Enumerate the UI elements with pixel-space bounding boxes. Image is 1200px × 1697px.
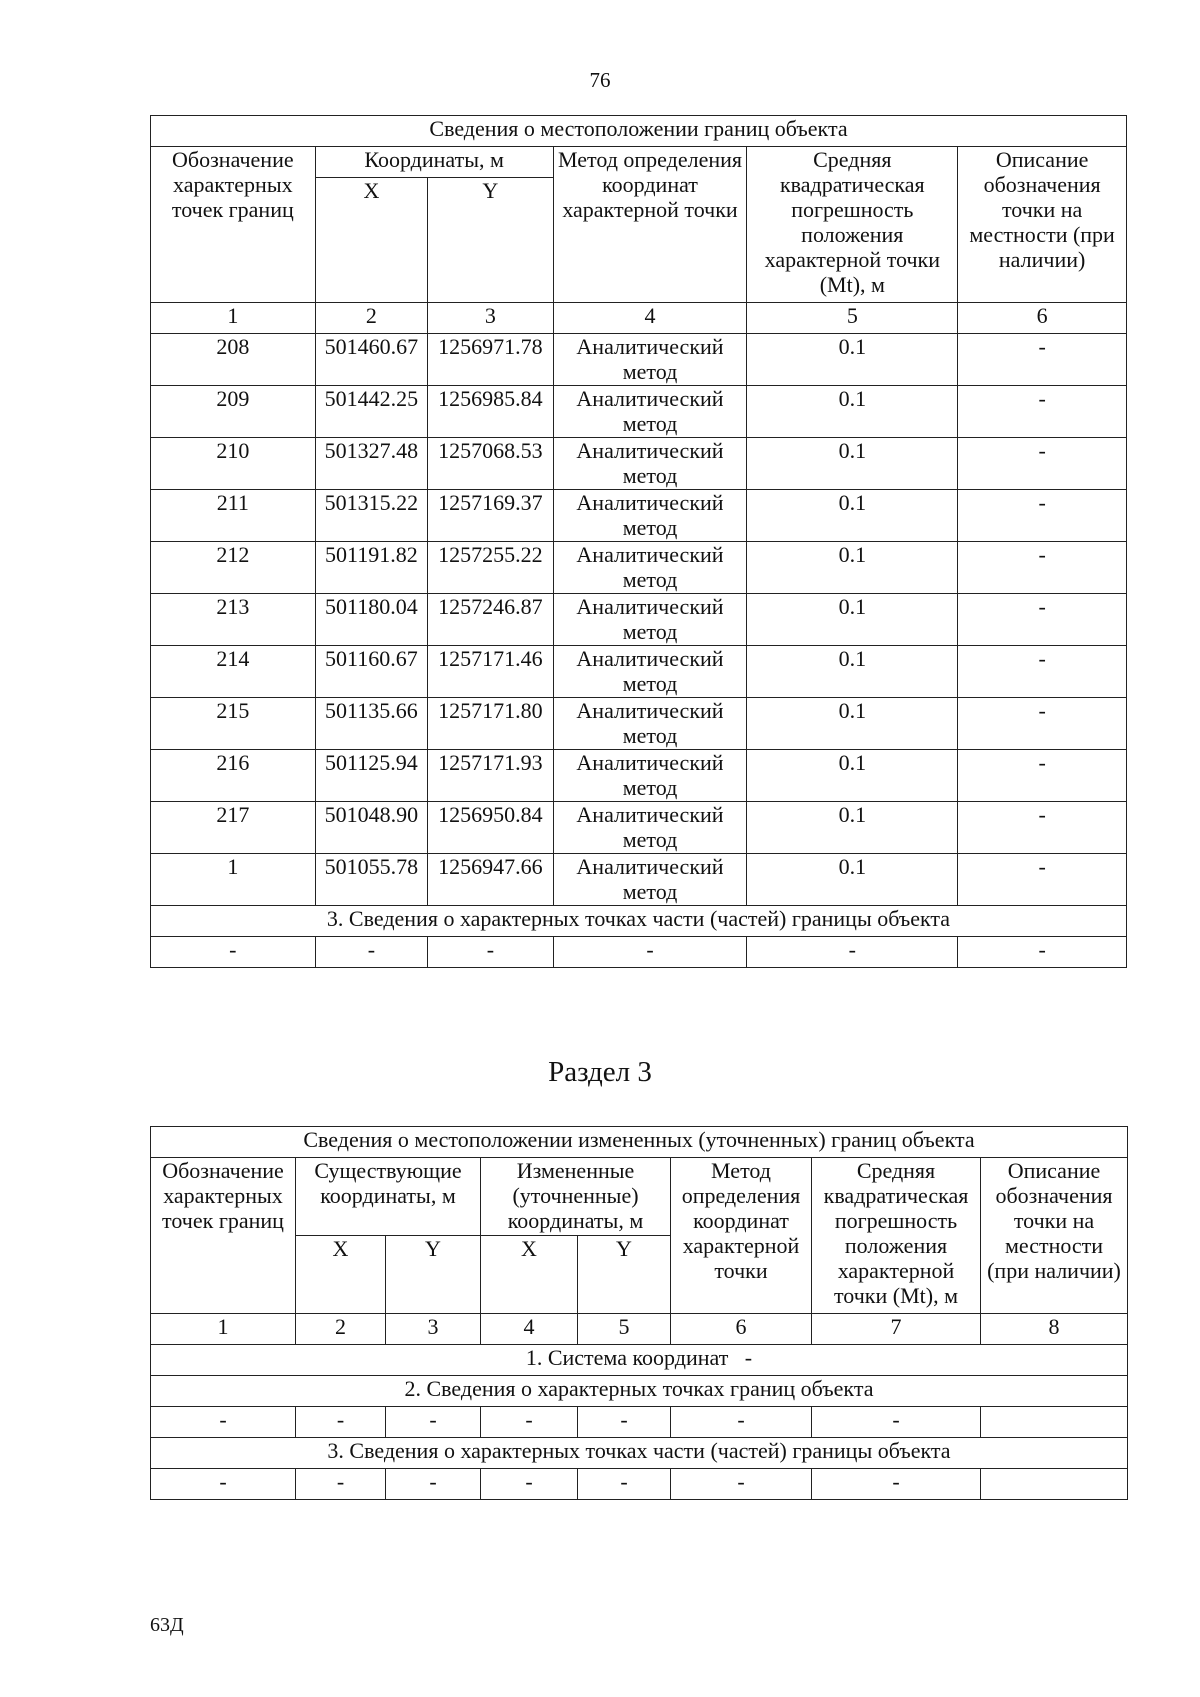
header-point: Обозначение характерных точек границ xyxy=(151,147,316,303)
part-cell: - xyxy=(578,1469,671,1500)
method-cell: Аналитический метод xyxy=(553,438,747,490)
x-cell: 501135.66 xyxy=(315,698,427,750)
part-cell: - xyxy=(315,937,427,968)
mt-cell: 0.1 xyxy=(747,698,958,750)
y-cell: 1257255.22 xyxy=(428,542,554,594)
y-cell: 1257246.87 xyxy=(428,594,554,646)
col-number: 1 xyxy=(151,1314,296,1345)
y-cell: 1256985.84 xyxy=(428,386,554,438)
part-section-label: 3. Сведения о характерных точках части (частей) границы объекта xyxy=(151,906,1127,937)
x-cell: 501055.78 xyxy=(315,854,427,906)
y-cell: 1257169.37 xyxy=(428,490,554,542)
mt-cell: 0.1 xyxy=(747,854,958,906)
header-y: Y xyxy=(428,178,554,303)
table-title: Сведения о местоположении границ объекта xyxy=(151,116,1127,147)
points-cell: - xyxy=(578,1407,671,1438)
table-row xyxy=(151,802,1127,854)
col-number: 5 xyxy=(747,303,958,334)
method-cell: Аналитический метод xyxy=(553,334,747,386)
header-method: Метод определения координат характерной точки xyxy=(671,1158,812,1314)
mt-cell: 0.1 xyxy=(747,802,958,854)
points-cell: - xyxy=(671,1407,812,1438)
table-row xyxy=(151,490,1127,542)
points-cell: - xyxy=(386,1407,481,1438)
method-cell: Аналитический метод xyxy=(553,490,747,542)
description-cell: - xyxy=(958,386,1127,438)
mt-cell: 0.1 xyxy=(747,750,958,802)
col-number: 6 xyxy=(671,1314,812,1345)
description-cell: - xyxy=(958,698,1127,750)
table-row xyxy=(151,594,1127,646)
points-cell: - xyxy=(151,1407,296,1438)
part-cell: - xyxy=(671,1469,812,1500)
part-cell: - xyxy=(428,937,554,968)
table-row xyxy=(151,698,1127,750)
header-y-existing: Y xyxy=(386,1236,481,1314)
header-method: Метод определения координат характерной точки xyxy=(553,147,747,303)
col-number: 3 xyxy=(428,303,554,334)
header-accuracy: Средняя квадратическая погрешность положения характерной точки (Mt), м xyxy=(812,1158,981,1314)
col-number: 6 xyxy=(958,303,1127,334)
header-x: X xyxy=(315,178,427,303)
x-cell: 501125.94 xyxy=(315,750,427,802)
part-cell: - xyxy=(958,937,1127,968)
table-rows xyxy=(151,334,1127,906)
col-number: 2 xyxy=(296,1314,386,1345)
description-cell: - xyxy=(958,334,1127,386)
table-title: Сведения о местоположении измененных (уточненных) границ объекта xyxy=(151,1127,1128,1158)
x-cell: 501442.25 xyxy=(315,386,427,438)
header-accuracy: Средняя квадратическая погрешность положения характерной точки (Mt), м xyxy=(747,147,958,303)
y-cell: 1257171.80 xyxy=(428,698,554,750)
description-cell: - xyxy=(958,438,1127,490)
description-cell: - xyxy=(958,490,1127,542)
coordinate-system-label: 1. Система координат - xyxy=(151,1345,1128,1376)
points-cell: - xyxy=(812,1407,981,1438)
point-cell: 216 xyxy=(151,750,316,802)
part-cell: - xyxy=(151,1469,296,1500)
description-cell: - xyxy=(958,802,1127,854)
part-cell: - xyxy=(812,1469,981,1500)
point-cell: 1 xyxy=(151,854,316,906)
table-row xyxy=(151,334,1127,386)
col-number: 7 xyxy=(812,1314,981,1345)
table-row xyxy=(151,646,1127,698)
x-cell: 501460.67 xyxy=(315,334,427,386)
y-cell: 1256950.84 xyxy=(428,802,554,854)
method-cell: Аналитический метод xyxy=(553,698,747,750)
point-cell: 208 xyxy=(151,334,316,386)
y-cell: 1257171.93 xyxy=(428,750,554,802)
col-number: 4 xyxy=(481,1314,578,1345)
method-cell: Аналитический метод xyxy=(553,594,747,646)
mt-cell: 0.1 xyxy=(747,594,958,646)
point-cell: 217 xyxy=(151,802,316,854)
point-cell: 212 xyxy=(151,542,316,594)
part-cell xyxy=(981,1469,1128,1500)
part-cell: - xyxy=(747,937,958,968)
table-row xyxy=(151,750,1127,802)
boundary-table xyxy=(150,115,1127,968)
header-description: Описание обозначения точки на местности (при наличии) xyxy=(981,1158,1128,1314)
header-changed-coords: Измененные (уточненные) координаты, м xyxy=(481,1158,671,1236)
table-row xyxy=(151,438,1127,490)
header-existing-coords: Существующие координаты, м xyxy=(296,1158,481,1236)
description-cell: - xyxy=(958,646,1127,698)
method-cell: Аналитический метод xyxy=(553,542,747,594)
table-row xyxy=(151,854,1127,906)
mt-cell: 0.1 xyxy=(747,646,958,698)
description-cell: - xyxy=(958,542,1127,594)
col-number: 8 xyxy=(981,1314,1128,1345)
x-cell: 501180.04 xyxy=(315,594,427,646)
y-cell: 1257171.46 xyxy=(428,646,554,698)
footer-code: 63Д xyxy=(150,1614,184,1636)
part-cell: - xyxy=(386,1469,481,1500)
points-cell: - xyxy=(296,1407,386,1438)
header-x-existing: X xyxy=(296,1236,386,1314)
point-cell: 215 xyxy=(151,698,316,750)
part-section-label: 3. Сведения о характерных точках части (частей) границы объекта xyxy=(151,1438,1128,1469)
points-cell xyxy=(981,1407,1128,1438)
point-cell: 213 xyxy=(151,594,316,646)
table-row xyxy=(151,542,1127,594)
x-cell: 501160.67 xyxy=(315,646,427,698)
method-cell: Аналитический метод xyxy=(553,750,747,802)
section-title: Раздел 3 xyxy=(548,1056,652,1088)
point-cell: 209 xyxy=(151,386,316,438)
x-cell: 501048.90 xyxy=(315,802,427,854)
x-cell: 501191.82 xyxy=(315,542,427,594)
description-cell: - xyxy=(958,594,1127,646)
col-number: 5 xyxy=(578,1314,671,1345)
points-section-label: 2. Сведения о характерных точках границ объекта xyxy=(151,1376,1128,1407)
header-description: Описание обозначения точки на местности (при наличии) xyxy=(958,147,1127,303)
col-number: 3 xyxy=(386,1314,481,1345)
mt-cell: 0.1 xyxy=(747,334,958,386)
part-cell: - xyxy=(481,1469,578,1500)
header-y-changed: Y xyxy=(578,1236,671,1314)
col-number: 1 xyxy=(151,303,316,334)
header-point: Обозначение характерных точек границ xyxy=(151,1158,296,1314)
table-row xyxy=(151,386,1127,438)
header-coords: Координаты, м xyxy=(315,147,553,178)
method-cell: Аналитический метод xyxy=(553,646,747,698)
method-cell: Аналитический метод xyxy=(553,854,747,906)
point-cell: 211 xyxy=(151,490,316,542)
x-cell: 501327.48 xyxy=(315,438,427,490)
points-cell: - xyxy=(481,1407,578,1438)
mt-cell: 0.1 xyxy=(747,490,958,542)
col-number: 4 xyxy=(553,303,747,334)
changed-boundary-table xyxy=(150,1126,1128,1500)
description-cell: - xyxy=(958,750,1127,802)
part-cell: - xyxy=(296,1469,386,1500)
mt-cell: 0.1 xyxy=(747,542,958,594)
y-cell: 1256971.78 xyxy=(428,334,554,386)
mt-cell: 0.1 xyxy=(747,438,958,490)
method-cell: Аналитический метод xyxy=(553,802,747,854)
y-cell: 1257068.53 xyxy=(428,438,554,490)
point-cell: 210 xyxy=(151,438,316,490)
mt-cell: 0.1 xyxy=(747,386,958,438)
page-number: 76 xyxy=(589,68,611,92)
description-cell: - xyxy=(958,854,1127,906)
col-number: 2 xyxy=(315,303,427,334)
header-x-changed: X xyxy=(481,1236,578,1314)
method-cell: Аналитический метод xyxy=(553,386,747,438)
y-cell: 1256947.66 xyxy=(428,854,554,906)
part-cell: - xyxy=(553,937,747,968)
point-cell: 214 xyxy=(151,646,316,698)
x-cell: 501315.22 xyxy=(315,490,427,542)
part-cell: - xyxy=(151,937,316,968)
